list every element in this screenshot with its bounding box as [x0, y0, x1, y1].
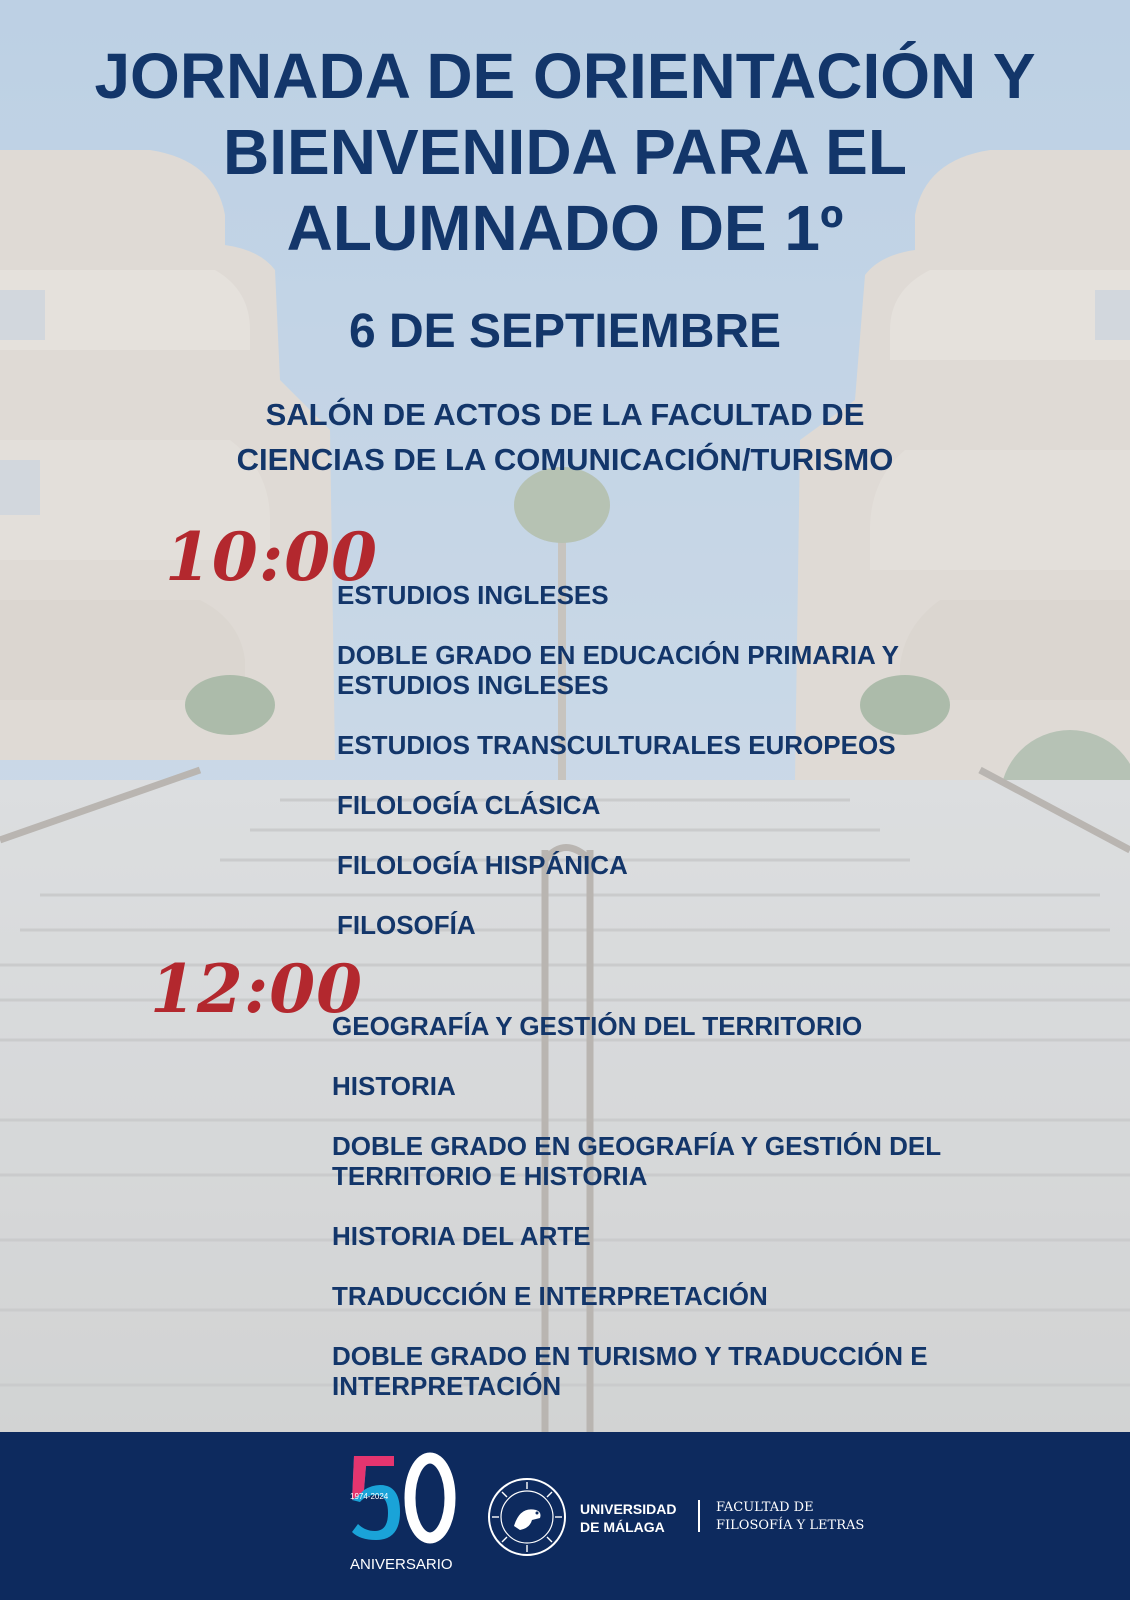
program-item: TRADUCCIÓN E INTERPRETACIÓN [332, 1281, 768, 1311]
program-item: DOBLE GRADO EN EDUCACIÓN PRIMARIA Y ESTUDIOS INGLESES [337, 640, 899, 700]
program-item: ESTUDIOS INGLESES [337, 580, 609, 610]
anniversary-label: ANIVERSARIO [350, 1556, 453, 1573]
program-item: GEOGRAFÍA Y GESTIÓN DEL TERRITORIO [332, 1011, 863, 1041]
event-date: 6 DE SEPTIEMBRE [348, 305, 782, 358]
program-item: FILOSOFÍA [337, 910, 476, 940]
university-line: UNIVERSIDAD [580, 1501, 677, 1517]
program-item: HISTORIA [332, 1071, 456, 1101]
university-name [580, 1500, 676, 1536]
session-12-program-list [332, 1011, 941, 1401]
faculty-line: FACULTAD DE [716, 1500, 814, 1515]
university-line: DE MÁLAGA [580, 1519, 665, 1535]
title-line: ALUMNADO DE 1º [286, 192, 844, 264]
program-item: ESTUDIOS TRANSCULTURALES EUROPEOS [337, 730, 896, 760]
program-item: FILOLOGÍA HISPÁNICA [337, 850, 628, 880]
program-item: FILOLOGÍA CLÁSICA [337, 790, 601, 820]
program-item: DOBLE GRADO EN GEOGRAFÍA Y GESTIÓN DEL TERRITORIO E HISTORIA [332, 1131, 942, 1191]
faculty-line: FILOSOFÍA Y LETRAS [716, 1518, 865, 1533]
event-venue [150, 392, 980, 482]
anniversary-50-logo [350, 1452, 460, 1564]
program-item: HISTORIA DEL ARTE [332, 1221, 591, 1251]
logo-divider [698, 1500, 700, 1532]
faculty-name [716, 1499, 864, 1535]
anniversary-years: 1974-2024 [350, 1492, 389, 1501]
venue-line: CIENCIAS DE LA COMUNICACIÓN/TURISMO [236, 442, 894, 477]
footer-bar [0, 1432, 1130, 1600]
university-seal-icon [486, 1476, 568, 1558]
title-line: JORNADA DE ORIENTACIÓN Y [94, 40, 1036, 112]
session-time-12: 12:00 [150, 950, 364, 1028]
venue-line: SALÓN DE ACTOS DE LA FACULTAD DE [265, 397, 865, 432]
session-time-10: 10:00 [165, 518, 379, 596]
title-line: BIENVENIDA PARA EL [223, 116, 907, 188]
program-item: DOBLE GRADO EN TURISMO Y TRADUCCIÓN E INTERPRETACIÓN [332, 1341, 928, 1401]
session-10-program-list [337, 580, 899, 940]
poster-title [40, 38, 1090, 266]
